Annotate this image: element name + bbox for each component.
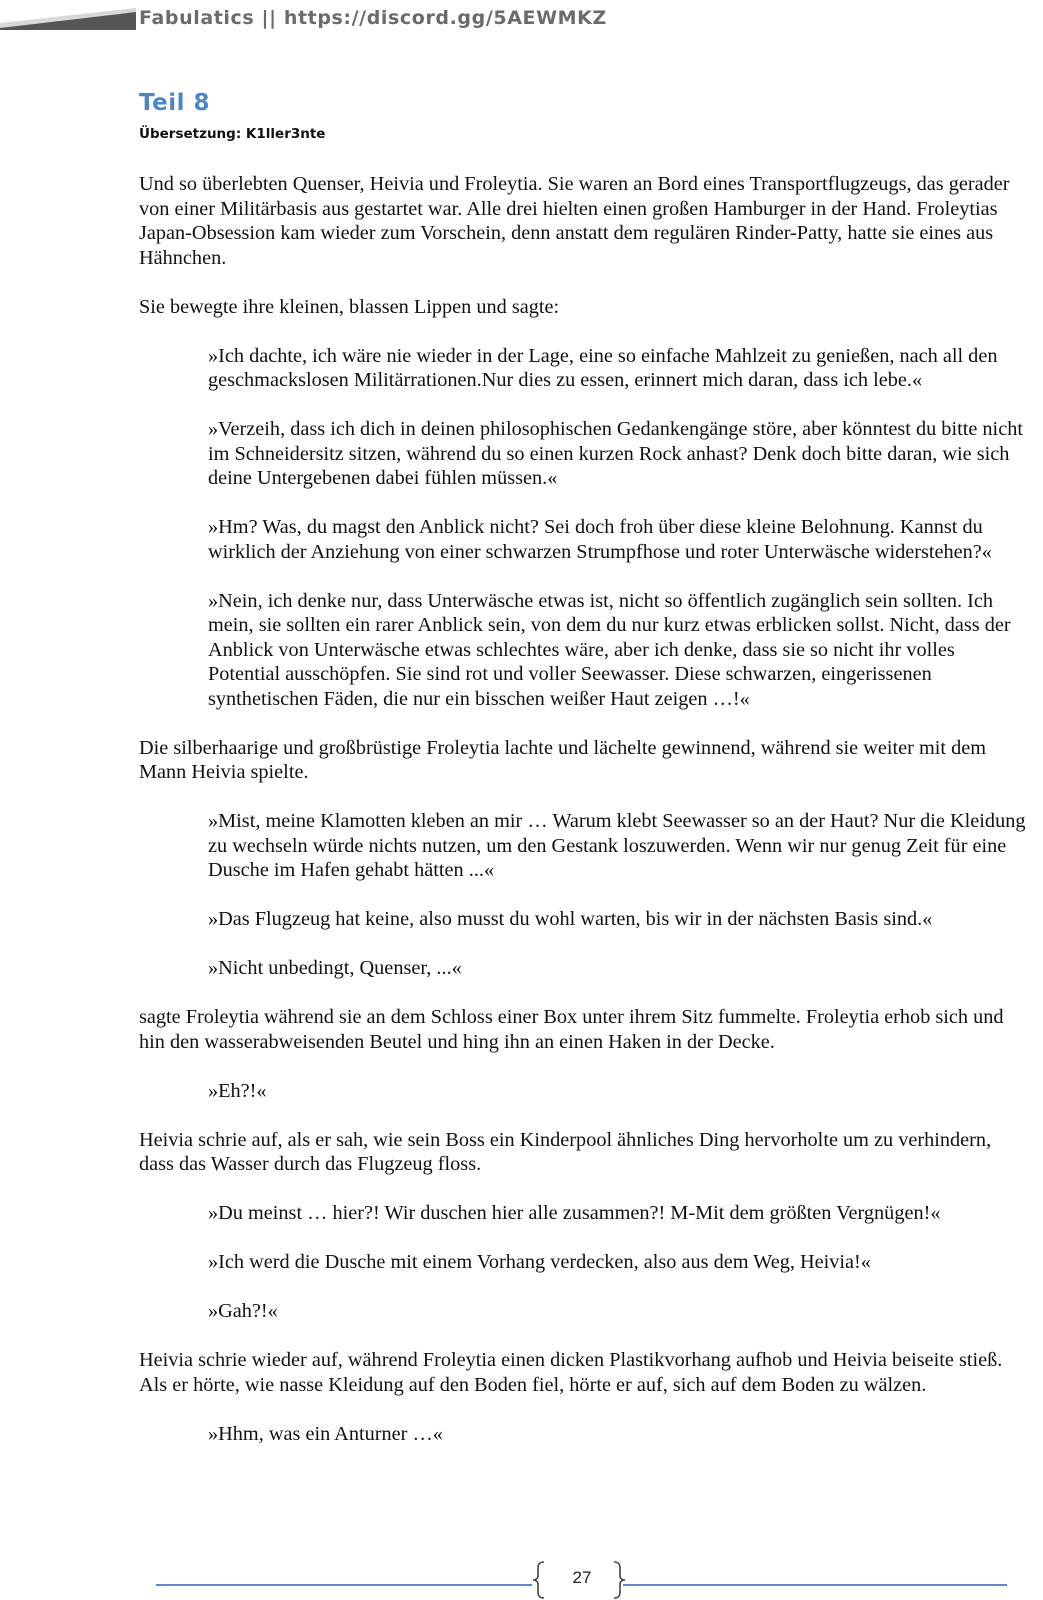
- paragraph-quote: »Gah?!«: [208, 1300, 278, 1322]
- paragraph-narration: Und so überlebten Quenser, Heivia und Froleytia. Sie waren an Bord eines Transportflugzeugs, das gerader von einer Militärbasis aus gestartet war. Alle drei hielten einen großen Hamburger in der Hand. Froleytias Japan-Obsession kam wieder zum Vorschein, denn anstatt dem regulären Rinder-Patty, hatte sie eines aus Hähnchen.: [139, 173, 1010, 269]
- paragraph-quote: »Nein, ich denke nur, dass Unterwäsche etwas ist, nicht so öffentlich zugänglich sein sollten. Ich mein, sie sollten ein rarer Anblick sein, von dem du nur kurz etwas erblicken sollst. Nicht, dass der Anblick von Unterwäsche etwas schlechtes wäre, aber ich denke, dass sie so nicht ihr volles Potential ausschöpfen. Sie sind rot und voller Seewasser. Diese schwarzen, eingerissenen synthetischen Fäden, die nur ein bisschen weißer Haut zeigen …!«: [208, 589, 1011, 710]
- header-site-link[interactable]: Fabulatics || https://discord.gg/5AEWMKZ: [139, 7, 607, 29]
- translator-credit: Übersetzung: K1ller3nte: [139, 126, 326, 142]
- paragraph-narration: Sie bewegte ihre kleinen, blassen Lippen und sagte:: [139, 295, 560, 318]
- page-number: 27: [572, 1568, 592, 1587]
- story-text: [139, 172, 1029, 1471]
- paragraph-quote: »Du meinst … hier?! Wir duschen hier alle zusammen?! M-Mit dem größten Vergnügen!«: [208, 1202, 941, 1224]
- footer-bracket-right: [612, 1561, 626, 1599]
- paragraph-quote: »Das Flugzeug hat keine, also musst du wohl warten, bis wir in der nächsten Basis sind.«: [208, 908, 933, 930]
- paragraph-quote: »Mist, meine Klamotten kleben an mir … Warum klebt Seewasser so an der Haut? Nur die Kleidung zu wechseln würde nichts nutzen, um den Gestank loszuwerden. Wenn wir nur genug Zeit für eine Dusche im Hafen gehabt hätten ...«: [208, 810, 1026, 881]
- footer-rule-right: [623, 1584, 1007, 1586]
- paragraph-quote: »Hhm, was ein Anturner …«: [208, 1422, 443, 1445]
- paragraph-quote: »Ich dachte, ich wäre nie wieder in der Lage, eine so einfache Mahlzeit zu genießen, nach all den geschmackslosen Militärrationen.Nur dies zu essen, erinnert mich daran, dass ich lebe.«: [208, 344, 998, 391]
- footer-bracket-left: [532, 1561, 546, 1599]
- footer-rule-left: [156, 1584, 532, 1586]
- paragraph-narration: Die silberhaarige und großbrüstige Froleytia lachte und lächelte gewinnend, während sie weiter mit dem Mann Heivia spielte.: [139, 736, 987, 783]
- paragraph-narration: Heivia schrie wieder auf, während Froleytia einen dicken Plastikvorhang aufhob und Heivia beiseite stieß. Als er hörte, wie nasse Kleidung auf den Boden fiel, hörte er auf, sich auf dem Boden zu wälzen.: [139, 1349, 1003, 1396]
- paragraph-quote: »Nicht unbedingt, Quenser, ...«: [208, 957, 462, 979]
- paragraph-quote: »Hm? Was, du magst den Anblick nicht? Sei doch froh über diese kleine Belohnung. Kannst du wirklich der Anziehung von einer schwarzen Strumpfhose und roter Unterwäsche widerstehen?«: [208, 516, 992, 563]
- paragraph-narration: Heivia schrie auf, als er sah, wie sein Boss ein Kinderpool ähnliches Ding hervorholte um zu verhindern, dass das Wasser durch das Flugzeug floss.: [139, 1128, 992, 1175]
- paragraph-quote: »Verzeih, dass ich dich in deinen philosophischen Gedankengänge störe, aber könntest du bitte nicht im Schneidersitz sitzen, während du so einen kurzen Rock anhast? Denk doch bitte daran, wie sich deine Untergebenen dabei fühlen müssen.«: [208, 418, 1023, 489]
- paragraph-quote: »Ich werd die Dusche mit einem Vorhang verdecken, also aus dem Weg, Heivia!«: [208, 1251, 871, 1273]
- paragraph-quote: »Eh?!«: [208, 1079, 267, 1102]
- chapter-title: Teil 8: [139, 90, 211, 116]
- paragraph-narration: sagte Froleytia während sie an dem Schloss einer Box unter ihrem Sitz fummelte. Froleytia erhob sich und hin den wasserabweisenden Beutel und hing ihn an einen Haken in der Decke.: [139, 1006, 1004, 1053]
- header-decor-bar: [0, 8, 136, 30]
